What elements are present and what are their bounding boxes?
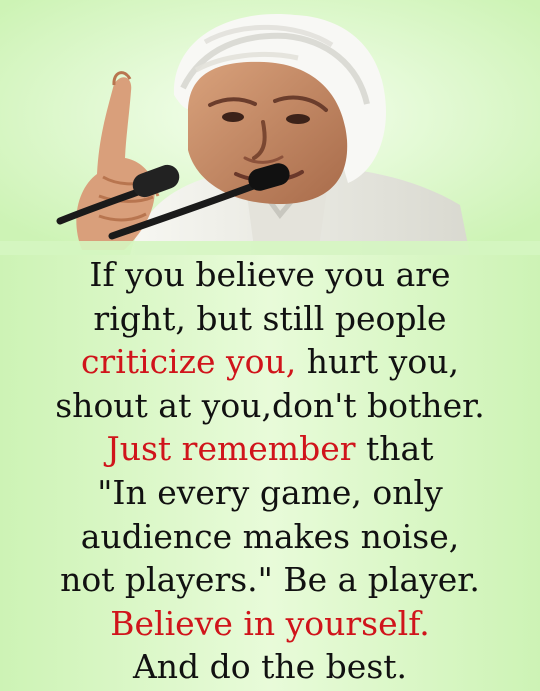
quote-fragment: shout at you,don't bother. (55, 385, 485, 425)
quote-fragment: that (355, 429, 434, 469)
emphasis-fragment: Just remember (106, 429, 356, 469)
emphasis-fragment: criticize you, (80, 342, 297, 382)
quote-text (0, 253, 540, 691)
quote-fragment: hurt you, (296, 342, 460, 382)
quote-fragment: "In every game, only (97, 472, 443, 512)
emphasis-fragment: Believe in yourself. (110, 603, 430, 643)
quote-line (0, 253, 540, 297)
quote-line (0, 558, 540, 602)
quote-line (0, 515, 540, 559)
quote-line (0, 427, 540, 471)
quote-fragment: right, but still people (93, 298, 447, 338)
quote-fragment: audience makes noise, (80, 516, 460, 556)
quote-line (0, 340, 540, 384)
quote-line (0, 297, 540, 341)
speaker-photo (0, 0, 540, 255)
quote-fragment: not players." Be a player. (60, 560, 480, 600)
quote-fragment: If you believe you are (89, 255, 451, 294)
quote-line (0, 645, 540, 689)
quote-line (0, 602, 540, 646)
quote-fragment: And do the best. (132, 647, 408, 687)
quote-line (0, 471, 540, 515)
quote-line (0, 384, 540, 428)
